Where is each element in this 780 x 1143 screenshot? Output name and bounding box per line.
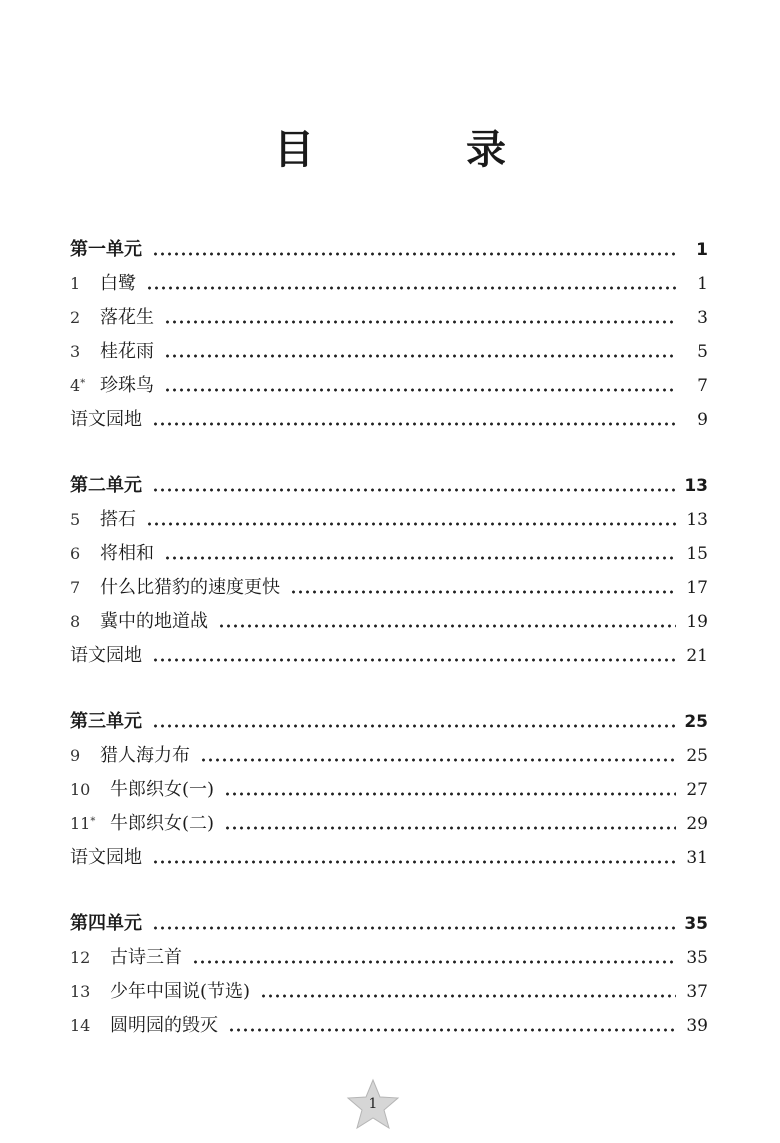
unit-title: 第二单元	[70, 475, 142, 496]
leader-dots	[152, 488, 676, 492]
toc-unit-heading[interactable]	[70, 228, 708, 262]
entry-title: 语文园地	[70, 409, 142, 430]
unit-title: 第三单元	[70, 711, 142, 732]
toc-entry[interactable]	[70, 600, 708, 634]
toc-unit	[70, 464, 708, 668]
page-ref: 1	[697, 274, 708, 294]
toc-entry[interactable]	[70, 364, 708, 398]
page-ref: 9	[697, 410, 708, 430]
entry-title: 牛郎织女(二)	[110, 813, 215, 834]
page-ref: 1	[696, 240, 708, 260]
page-ref: 13	[686, 510, 708, 530]
entry-title: 语文园地	[70, 847, 142, 868]
toc-entry[interactable]	[70, 936, 708, 970]
leader-dots	[152, 658, 676, 662]
leader-dots	[146, 286, 676, 290]
entry-title: 语文园地	[70, 645, 142, 666]
lesson-number: 12	[70, 948, 91, 967]
toc-entry[interactable]	[70, 296, 708, 330]
toc-entry[interactable]	[70, 532, 708, 566]
leader-dots	[260, 994, 676, 998]
entry-title: 白鹭	[100, 273, 136, 294]
page-ref: 35	[686, 948, 708, 968]
entry-title: 冀中的地道战	[100, 611, 208, 632]
lesson-number: 3	[70, 342, 81, 361]
toc-unit	[70, 228, 708, 432]
entry-title: 将相和	[100, 543, 154, 564]
page-ref: 27	[686, 780, 708, 800]
toc-unit	[70, 700, 708, 870]
lesson-number: 13	[70, 982, 91, 1001]
leader-dots	[164, 388, 676, 392]
leader-dots	[152, 422, 676, 426]
leader-dots	[164, 320, 676, 324]
leader-dots	[228, 1028, 676, 1032]
page-ref: 25	[686, 746, 708, 766]
lesson-number: 5	[70, 510, 81, 529]
leader-dots	[164, 556, 676, 560]
toc-entry[interactable]	[70, 498, 708, 532]
page-ref: 5	[697, 342, 708, 362]
leader-dots	[218, 624, 676, 628]
lesson-number: 14	[70, 1016, 91, 1035]
lesson-number: 4*	[70, 376, 86, 395]
entry-title: 桂花雨	[100, 341, 154, 362]
entry-title: 落花生	[100, 307, 154, 328]
lesson-number: 6	[70, 544, 81, 563]
toc-unit-heading[interactable]	[70, 700, 708, 734]
lesson-number: 8	[70, 612, 81, 631]
entry-title: 搭石	[100, 509, 136, 530]
page-ref: 29	[686, 814, 708, 834]
toc-entry[interactable]	[70, 836, 708, 870]
leader-dots	[152, 926, 676, 930]
lesson-number: 2	[70, 308, 81, 327]
toc-entry[interactable]	[70, 634, 708, 668]
toc-unit-heading[interactable]	[70, 464, 708, 498]
leader-dots	[152, 724, 676, 728]
entry-title: 什么比猎豹的速度更快	[100, 577, 280, 598]
entry-title: 古诗三首	[110, 947, 182, 968]
leader-dots	[290, 590, 676, 594]
toc-entry[interactable]	[70, 1004, 708, 1038]
page-ref: 3	[697, 308, 708, 328]
optional-mark: *	[80, 378, 86, 389]
leader-dots	[164, 354, 676, 358]
leader-dots	[152, 252, 676, 256]
leader-dots	[200, 758, 676, 762]
entry-title: 猎人海力布	[100, 745, 190, 766]
toc-unit-heading[interactable]	[70, 902, 708, 936]
toc-entry[interactable]	[70, 330, 708, 364]
toc-entry[interactable]	[70, 734, 708, 768]
toc-entry[interactable]	[70, 802, 708, 836]
lesson-number: 11*	[70, 814, 96, 833]
unit-title: 第四单元	[70, 913, 142, 934]
lesson-number: 1	[70, 274, 81, 293]
page-number: 1	[368, 1096, 378, 1112]
leader-dots	[146, 522, 676, 526]
lesson-number: 9	[70, 746, 81, 765]
entry-title: 圆明园的毁灭	[110, 1015, 218, 1036]
optional-mark: *	[90, 816, 96, 827]
toc-unit	[70, 902, 708, 1038]
page-ref: 39	[686, 1016, 708, 1036]
page-ref: 17	[686, 578, 708, 598]
page-title: 目 录	[274, 127, 562, 173]
toc-entry[interactable]	[70, 970, 708, 1004]
table-of-contents	[70, 228, 708, 1038]
page-ref: 19	[686, 612, 708, 632]
lesson-number: 7	[70, 578, 81, 597]
page-ref: 35	[684, 914, 708, 934]
toc-entry[interactable]	[70, 398, 708, 432]
page-ref: 25	[684, 712, 708, 732]
entry-title: 少年中国说(节选)	[110, 981, 251, 1002]
page-ref: 15	[686, 544, 708, 564]
toc-entry[interactable]	[70, 566, 708, 600]
page-ref: 37	[686, 982, 708, 1002]
toc-entry[interactable]	[70, 768, 708, 802]
entry-title: 珍珠鸟	[100, 375, 154, 396]
lesson-number: 10	[70, 780, 91, 799]
leader-dots	[224, 826, 676, 830]
page-ref: 31	[686, 848, 708, 868]
page-ref: 21	[686, 646, 708, 666]
entry-title: 牛郎织女(一)	[110, 779, 215, 800]
page-ref: 13	[684, 476, 708, 496]
unit-title: 第一单元	[70, 239, 142, 260]
leader-dots	[224, 792, 676, 796]
leader-dots	[152, 860, 676, 864]
leader-dots	[192, 960, 676, 964]
toc-entry[interactable]	[70, 262, 708, 296]
page-ref: 7	[697, 376, 708, 396]
